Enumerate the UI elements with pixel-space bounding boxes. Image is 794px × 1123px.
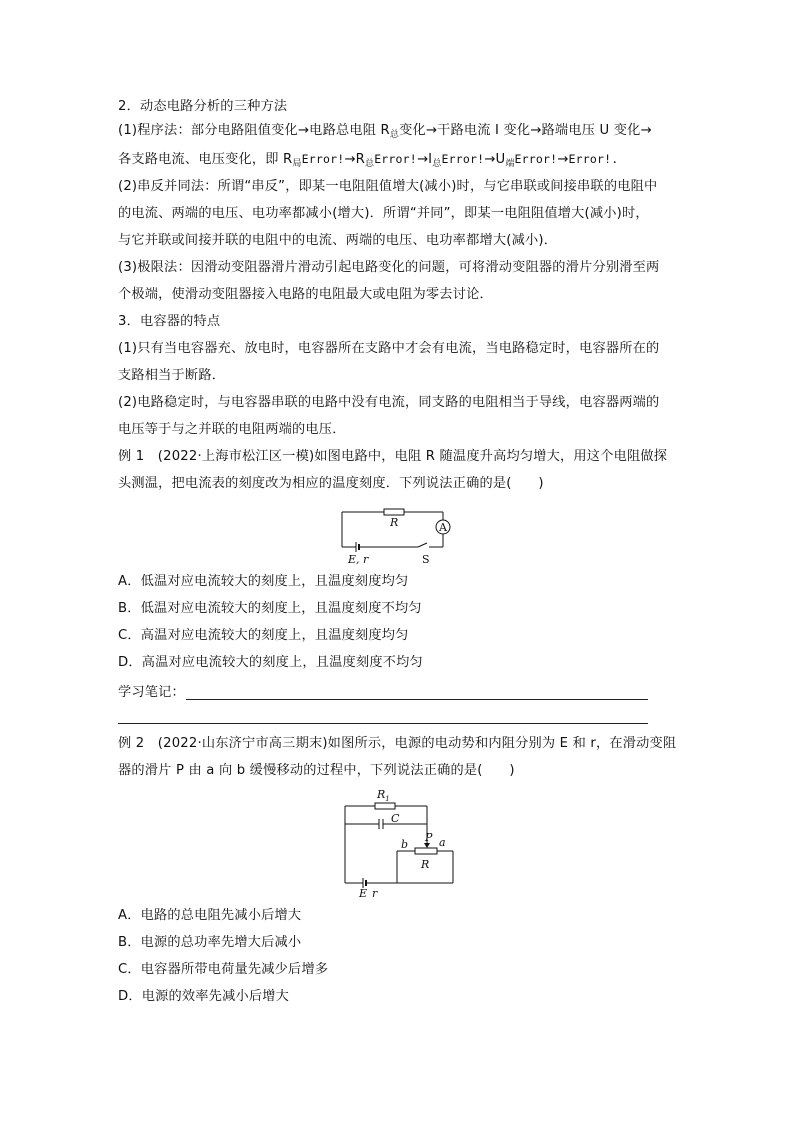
fig1-label-R: R: [390, 516, 399, 529]
fig1-label-S: S: [422, 553, 430, 566]
arrow-text: →R: [344, 152, 365, 167]
subscript-end: 端: [505, 159, 515, 169]
method2-line1: (2)串反并同法：所谓“串反”，即某一电阻阻值增大(减小)时，与它串联或间接串联的电阻中: [118, 179, 658, 194]
example2-option-b: B．电源的总功率先增大后减小: [118, 935, 302, 950]
notes-underline-1[interactable]: [186, 699, 648, 700]
subscript-total: 总: [389, 130, 400, 140]
method1-text-a: (1)程序法：部分电路阻值变化→电路总电阻 R: [118, 123, 390, 138]
method3-line1: (3)极限法：因滑动变阻器滑片滑动引起电路变化的问题，可将滑动变阻器的滑片分别滑至两: [118, 260, 660, 275]
arrow-text: →: [557, 152, 569, 167]
notes-underline-2[interactable]: [118, 723, 648, 724]
fig2-label-C: C: [391, 812, 400, 825]
capacitor-point2-line2: 电压等于与之并联的电阻两端的电压．: [118, 422, 346, 437]
section2-heading: 2．动态电路分析的三种方法: [118, 99, 288, 114]
fig2-label-R1: $R_1$: [377, 788, 390, 803]
fig1-label-A: A: [439, 521, 447, 534]
section3-heading: 3．电容器的特点: [118, 314, 221, 329]
fig1-label-Er: E, r: [348, 553, 369, 566]
arrow-text: →U: [484, 152, 506, 167]
fig2-label-P: P: [425, 831, 433, 844]
example2-circuit-diagram: [335, 786, 460, 901]
fig2-label-R: R: [421, 858, 430, 871]
subscript-total: 总: [432, 159, 442, 169]
rheostat-symbol: [415, 848, 437, 854]
resistor-r1-symbol: [375, 803, 395, 809]
example1-option-b: B．低温对应电流较大的刻度上，且温度刻度不均匀: [118, 601, 422, 616]
example2-option-a: A．电路的总电阻先减小后增大: [118, 908, 302, 923]
method3-line2: 个极端，使滑动变阻器接入电路的电阻最大或电阻为零去讨论．: [118, 287, 493, 302]
arrow-text: →I: [416, 152, 433, 167]
error-placeholder: Error!: [514, 152, 558, 166]
fig2-label-b: b: [401, 838, 409, 851]
example1-question-line1: 例 1 (2022·上海市松江区一模)如图电路中，电阻 R 随温度升高均匀增大，用这个电阻做探: [118, 449, 668, 464]
subscript-local: 局: [292, 159, 302, 169]
fig2-label-a: a: [439, 836, 446, 849]
example2-option-d: D．电源的效率先减小后增大: [118, 989, 290, 1004]
capacitor-point1-line2: 支路相当于断路．: [118, 368, 226, 383]
notes-label: 学习笔记：: [118, 685, 185, 700]
capacitor-point1-line1: (1)只有当电容器充、放电时，电容器所在支路中才会有电流，当电路稳定时，电容器所在的: [118, 341, 660, 356]
method1-line1: [118, 120, 678, 146]
fig2-label-E: E: [359, 887, 368, 900]
switch-symbol: [418, 543, 427, 547]
example1-circuit-diagram: [330, 500, 465, 570]
example1-option-d: D．高温对应电流较大的刻度上，且温度刻度不均匀: [118, 655, 423, 670]
method1-line2-text: 各支路电流、电压变化，即 R: [118, 152, 293, 167]
subscript-total: 总: [364, 159, 375, 169]
error-placeholder: Error!: [301, 152, 345, 166]
example1-question-line2: 头测温，把电流表的刻度改为相应的温度刻度．下列说法正确的是( ): [118, 476, 544, 491]
example2-question-line2: 器的滑片 P 由 a 向 b 缓慢移动的过程中，下列说法正确的是( ): [118, 763, 515, 778]
method1-line2: [118, 148, 678, 175]
method2-line3: 与它并联或间接并联的电阻中的电流、两端的电压、电功率都增大(减小)．: [118, 233, 558, 248]
resistor-symbol: [384, 509, 404, 515]
capacitor-point2-line1: (2)电路稳定时，与电容器串联的电路中没有电流，同支路的电阻相当于导线，电容器两端的: [118, 395, 660, 410]
example2-option-c: C．电容器所带电荷量先减少后增多: [118, 962, 329, 977]
error-placeholder: Error!: [441, 152, 485, 166]
error-placeholder: Error!: [374, 152, 417, 166]
method2-line2: 的电流、两端的电压、电功率都减小(增大)．所谓“并同”，即某一电阻阻值增大(减小)时，: [118, 206, 649, 221]
method1-text-b: 变化→干路电流 I 变化→路端电压 U 变化→: [399, 123, 652, 138]
fig2-label-r: r: [372, 887, 378, 900]
example1-option-a: A．低温对应电流较大的刻度上，且温度刻度均匀: [118, 574, 409, 589]
example2-question-line1: 例 2 (2022·山东济宁市高三期末)如图所示，电源的电动势和内阻分别为 E 和 r，在滑动变阻: [118, 736, 677, 751]
example1-option-c: C．高温对应电流较大的刻度上，且温度刻度均匀: [118, 628, 409, 643]
error-placeholder: Error!.: [568, 152, 619, 166]
